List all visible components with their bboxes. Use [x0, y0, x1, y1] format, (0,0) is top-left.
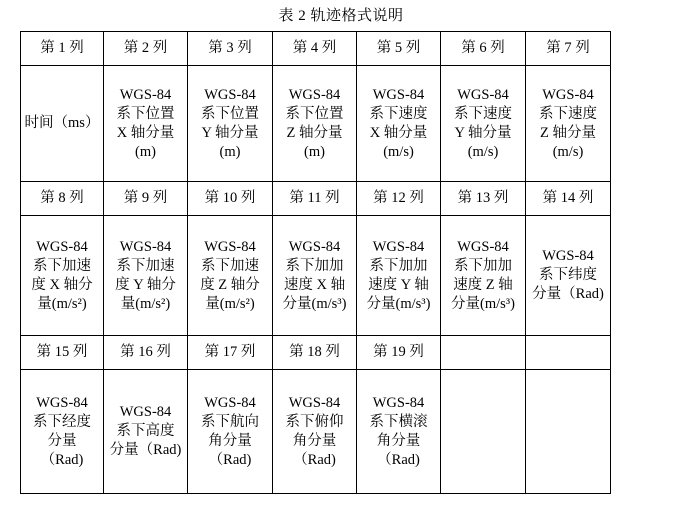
cell-line: 系下加加	[369, 257, 428, 274]
cell-line: （Rad)	[40, 451, 84, 468]
column-description-cell	[441, 66, 526, 182]
cell-text	[283, 238, 347, 314]
column-header-cell: 第 10 列	[188, 182, 273, 216]
column-header-cell: 第 6 列	[441, 32, 526, 66]
content-row	[21, 370, 611, 494]
cell-line: 角分量	[376, 432, 421, 449]
cell-line: 度 Y 轴分	[115, 276, 176, 293]
column-header-cell: 第 2 列	[104, 32, 188, 66]
cell-line: 系下加加	[285, 257, 344, 274]
cell-text	[370, 86, 428, 162]
column-header-cell: 第 13 列	[441, 182, 526, 216]
column-header-cell: 第 17 列	[188, 336, 273, 370]
cell-text	[25, 114, 100, 133]
cell-line: Y 轴分量	[201, 124, 259, 141]
trajectory-format-table	[20, 31, 611, 494]
column-description-cell	[526, 370, 611, 494]
cell-line: WGS-84	[457, 238, 509, 255]
cell-text	[31, 238, 92, 314]
cell-line: X 轴分量	[116, 124, 175, 141]
cell-line: 系下加加	[454, 257, 512, 274]
cell-line: 系下高度	[116, 423, 175, 439]
cell-line: 分量(m/s³)	[366, 295, 431, 312]
column-description-cell	[526, 216, 611, 336]
cell-line: 系下加速	[200, 257, 259, 274]
column-header-cell: 第 1 列	[21, 32, 104, 66]
cell-line: （Rad)	[208, 451, 252, 468]
cell-line: WGS-84	[288, 86, 341, 103]
cell-line: WGS-84	[288, 394, 341, 411]
cell-line: X 轴分量	[369, 124, 428, 141]
cell-text	[539, 86, 597, 162]
cell-line: WGS-84	[542, 248, 594, 264]
column-header-cell: 第 8 列	[21, 182, 104, 216]
column-header-cell: 第 5 列	[357, 32, 441, 66]
column-description-cell	[104, 66, 188, 182]
cell-line: 分量（Rad)	[109, 442, 182, 458]
column-description-cell	[21, 66, 104, 182]
cell-line: 分量	[47, 432, 77, 449]
cell-line: 系下加速	[32, 257, 91, 274]
cell-line: 量(m/s²)	[37, 295, 87, 312]
cell-line: 系下纬度	[539, 267, 597, 283]
header-row	[21, 336, 611, 370]
cell-line: (m)	[219, 143, 241, 160]
cell-line: WGS-84	[119, 86, 172, 103]
column-description-cell	[104, 370, 188, 494]
cell-text	[201, 394, 259, 470]
column-header-cell: 第 14 列	[526, 182, 611, 216]
cell-line: Z 轴分量	[540, 124, 596, 141]
cell-line: 角分量	[208, 432, 252, 449]
cell-text	[115, 238, 176, 314]
cell-text	[286, 86, 344, 162]
cell-line: 系下加速	[116, 257, 175, 274]
cell-line: （Rad)	[293, 451, 336, 468]
cell-line: (m/s)	[383, 143, 414, 160]
cell-text	[454, 86, 512, 162]
cell-line: 系下位置	[285, 105, 344, 122]
cell-line: (m/s)	[552, 143, 584, 160]
cell-text	[200, 238, 260, 314]
cell-line: (m)	[135, 143, 156, 160]
cell-text	[532, 247, 604, 304]
cell-line: WGS-84	[372, 394, 425, 411]
cell-line: WGS-84	[542, 86, 594, 103]
header-row	[21, 182, 611, 216]
column-header-cell: 第 4 列	[273, 32, 357, 66]
cell-line: WGS-84	[288, 238, 341, 255]
column-description-cell	[21, 370, 104, 494]
cell-line: WGS-84	[36, 394, 88, 411]
cell-line: 分量(m/s³)	[282, 295, 347, 312]
column-header-cell: 第 7 列	[526, 32, 611, 66]
cell-line: 系下经度	[33, 413, 91, 430]
column-header-cell: 第 12 列	[357, 182, 441, 216]
cell-line: WGS-84	[372, 86, 425, 103]
cell-line: 速度 Y 轴	[368, 276, 429, 293]
header-row	[21, 32, 611, 66]
column-header-cell: 第 3 列	[188, 32, 273, 66]
cell-line: 系下速度	[454, 105, 512, 122]
cell-line: WGS-84	[204, 394, 256, 411]
column-header-cell: 第 9 列	[104, 182, 188, 216]
table-caption: 表 2 轨迹格式说明	[278, 8, 404, 24]
cell-line: （Rad)	[377, 451, 420, 468]
cell-line: (m/s)	[467, 143, 499, 160]
cell-line: 系下横滚	[369, 413, 428, 430]
cell-text	[117, 86, 175, 162]
column-description-cell	[441, 216, 526, 336]
cell-line: 速度 Z 轴	[453, 276, 513, 293]
column-description-cell	[188, 216, 273, 336]
cell-line: 时间（ms）	[24, 115, 100, 131]
column-description-cell	[188, 370, 273, 494]
cell-text	[370, 394, 428, 470]
cell-line: 度 Z 轴分	[200, 276, 260, 293]
table-body	[21, 32, 611, 494]
cell-line: 量(m/s²)	[120, 295, 171, 312]
cell-text	[286, 394, 344, 470]
cell-line: Y 轴分量	[454, 124, 512, 141]
cell-line: 速度 X 轴	[283, 276, 346, 293]
column-description-cell	[21, 216, 104, 336]
column-description-cell	[273, 66, 357, 182]
cell-line: WGS-84	[372, 238, 425, 255]
column-description-cell	[441, 370, 526, 494]
cell-text	[201, 86, 259, 162]
column-description-cell	[526, 66, 611, 182]
column-header-cell: 第 18 列	[273, 336, 357, 370]
column-description-cell	[104, 216, 188, 336]
content-row	[21, 66, 611, 182]
cell-text	[33, 394, 91, 470]
column-header-cell	[441, 336, 526, 370]
cell-line: 角分量	[292, 432, 337, 449]
cell-line: 度 X 轴分	[31, 276, 93, 293]
column-description-cell	[273, 216, 357, 336]
column-header-cell: 第 11 列	[273, 182, 357, 216]
cell-line: 量(m/s²)	[205, 295, 255, 312]
cell-line: WGS-84	[204, 238, 256, 255]
column-description-cell	[357, 216, 441, 336]
cell-text	[451, 238, 515, 314]
column-description-cell	[357, 66, 441, 182]
column-header-cell	[526, 336, 611, 370]
cell-text	[110, 403, 182, 460]
cell-line: WGS-84	[119, 404, 172, 420]
cell-line: 系下速度	[369, 105, 428, 122]
cell-line: (m)	[304, 143, 325, 160]
cell-line: 分量(m/s³)	[451, 295, 515, 312]
cell-line: WGS-84	[204, 86, 256, 103]
cell-line: 系下航向	[201, 413, 259, 430]
cell-line: 系下速度	[539, 105, 597, 122]
column-description-cell	[357, 370, 441, 494]
cell-line: 系下俯仰	[285, 413, 344, 430]
cell-line: 分量（Rad)	[532, 286, 604, 302]
content-row	[21, 216, 611, 336]
column-header-cell: 第 16 列	[104, 336, 188, 370]
column-header-cell: 第 15 列	[21, 336, 104, 370]
column-description-cell	[273, 370, 357, 494]
cell-line: 系下位置	[116, 105, 175, 122]
cell-line: WGS-84	[457, 86, 509, 103]
cell-text	[367, 238, 431, 314]
cell-line: WGS-84	[36, 238, 88, 255]
cell-line: WGS-84	[119, 238, 172, 255]
cell-line: 系下位置	[201, 105, 259, 122]
column-description-cell	[188, 66, 273, 182]
column-header-cell: 第 19 列	[357, 336, 441, 370]
cell-line: Z 轴分量	[286, 124, 343, 141]
